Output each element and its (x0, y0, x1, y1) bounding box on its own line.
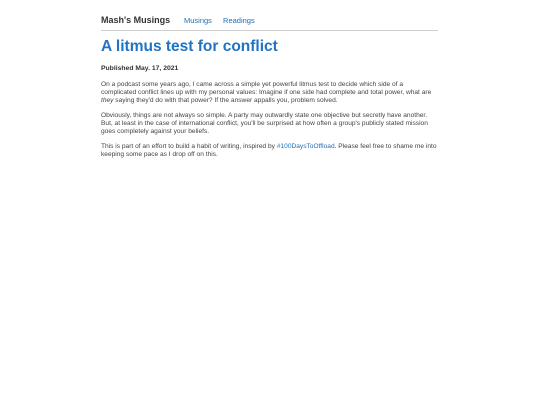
paragraph-3-text-end: . Please feel free to shame me into keeping some pace as I drop off on this. (101, 143, 437, 159)
published-date: Published May. 17, 2021 (101, 65, 179, 72)
paragraph-3 (101, 143, 438, 159)
paragraph-2: Obviously, things are not always so simple. A party may outwardly state one objective but secretly have another. But, at least in the case of international conflict, you'll be surprised at how often a group's publicly stated mission goes completely against your beliefs. (101, 112, 428, 136)
paragraph-1-text-end: saying they'd do with that power? If the answer appalls you, problem solved. (113, 97, 338, 105)
paragraph-3-text-start: This is part of an effort to build a habit of writing, inspired by (101, 143, 277, 150)
nav-link-musings[interactable]: Musings (184, 16, 212, 25)
hashtag-link[interactable]: #100DaysToOffload (276, 143, 335, 150)
site-title[interactable]: Mash's Musings (101, 15, 171, 25)
paragraph-1-emphasis: they (101, 97, 114, 105)
article-title: A litmus test for conflict (101, 38, 278, 55)
paragraph-1 (101, 81, 438, 106)
main-nav (184, 16, 264, 25)
page (101, 0, 438, 159)
paragraph-1-text-start: On a podcast some years ago, I came across a simple yet powerful litmus test to decide which side of a complicated conflict lines up with my personal values: Imagine if one side had complete and total power, what are (101, 81, 432, 97)
nav-link-readings[interactable]: Readings (223, 16, 255, 25)
site-header (101, 0, 438, 31)
